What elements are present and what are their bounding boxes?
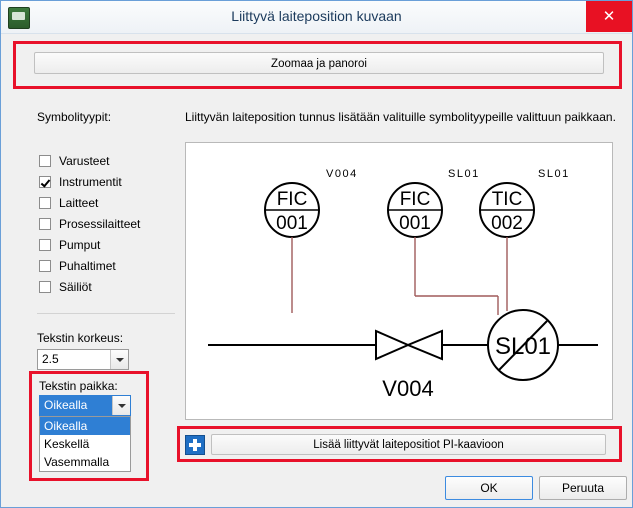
checkbox-box [39, 155, 51, 167]
text-place-label: Tekstin paikka: [39, 379, 118, 393]
checkbox-box [39, 197, 51, 209]
svg-text:TIC: TIC [491, 189, 523, 210]
checkbox-box [39, 218, 51, 230]
checkbox-label: Varusteet [59, 154, 110, 168]
svg-text:SL01: SL01 [494, 333, 552, 360]
svg-text:FIC: FIC [399, 189, 431, 210]
checkbox-box [39, 281, 51, 293]
section-divider [37, 313, 175, 314]
checkbox-sailiot[interactable] [37, 277, 172, 298]
checkbox-label: Puhaltimet [59, 259, 116, 273]
text-height-select[interactable] [37, 349, 129, 370]
checkbox-prosessilaitteet[interactable] [37, 214, 172, 235]
zoom-pan-button[interactable]: Zoomaa ja panoroi [34, 52, 604, 74]
plus-square-icon[interactable] [185, 435, 205, 455]
ok-button[interactable]: OK [445, 476, 533, 500]
checkbox-instrumentit[interactable] [37, 172, 172, 193]
diagram-preview[interactable] [185, 142, 613, 420]
svg-text:V004: V004 [326, 168, 358, 180]
svg-text:001: 001 [276, 213, 308, 234]
text-place-dropdown [39, 416, 131, 472]
checkbox-box [39, 176, 51, 188]
text-place-value: Oikealla [44, 398, 88, 412]
checkbox-pumput[interactable] [37, 235, 172, 256]
checkbox-label: Instrumentit [59, 175, 122, 189]
svg-text:SL01: SL01 [448, 168, 480, 180]
checkbox-label: Prosessilaitteet [59, 217, 141, 231]
cancel-button[interactable]: Peruuta [539, 476, 627, 500]
svg-text:FIC: FIC [276, 189, 308, 210]
checkbox-box [39, 260, 51, 272]
symbol-types-label: Symbolityypit: [37, 110, 112, 124]
chevron-down-icon [112, 396, 130, 415]
add-positions-button[interactable]: Lisää liittyvät laitepositiot PI-kaavioon [211, 434, 606, 455]
checkbox-label: Laitteet [59, 196, 99, 210]
close-icon[interactable]: ✕ [586, 1, 632, 32]
checkbox-label: Pumput [59, 238, 101, 252]
chevron-down-icon [110, 350, 128, 369]
dropdown-option-keskella[interactable]: Keskellä [44, 437, 90, 451]
dropdown-option-vasemmalla[interactable]: Vasemmalla [44, 455, 110, 469]
checkbox-box [39, 239, 51, 251]
text-height-value: 2.5 [42, 352, 59, 366]
checkbox-label: Säiliöt [59, 280, 92, 294]
svg-text:SL01: SL01 [538, 168, 570, 180]
svg-text:001: 001 [399, 213, 431, 234]
title-bar [1, 1, 632, 34]
symbol-type-checklist [37, 151, 172, 298]
svg-text:V004: V004 [382, 376, 434, 401]
checkbox-puhaltimet[interactable] [37, 256, 172, 277]
dropdown-option-oikealla[interactable]: Oikealla [40, 417, 130, 435]
svg-text:002: 002 [491, 213, 523, 234]
checkbox-laitteet[interactable] [37, 193, 172, 214]
text-height-label: Tekstin korkeus: [37, 331, 124, 345]
window-title: Liittyvä laiteposition kuvaan [231, 8, 402, 24]
checkbox-varusteet[interactable] [37, 151, 172, 172]
hint-text: Liittyvän laiteposition tunnus lisätään valituille symbolityypeille valittuun paikkaan. [185, 110, 616, 124]
text-place-select[interactable] [39, 395, 131, 416]
